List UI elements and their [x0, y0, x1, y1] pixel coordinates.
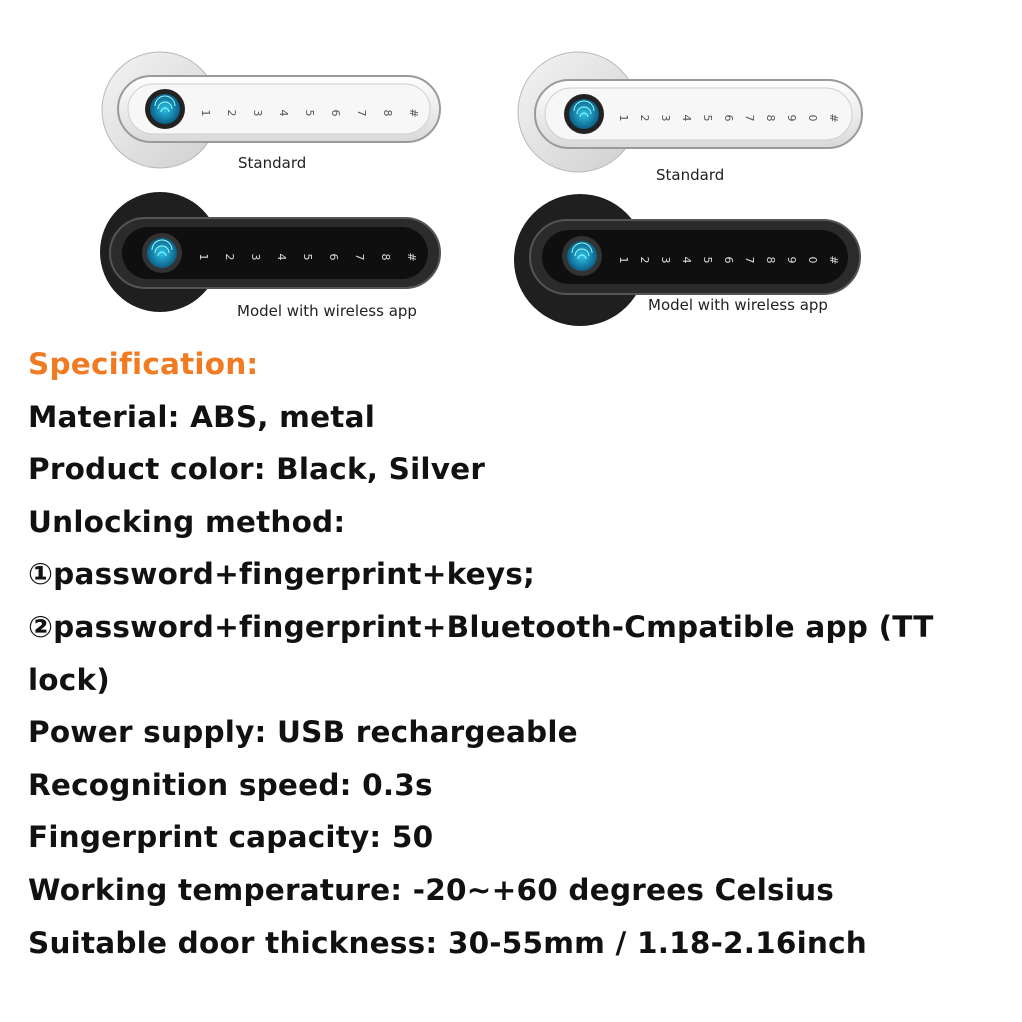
caption-black-standard: Model with wireless app: [237, 302, 417, 320]
spec-door-thickness: Suitable door thickness: 30-55mm / 1.18-2.16inch: [28, 925, 868, 960]
keypad-key: 7: [743, 114, 756, 122]
keypad-key: 2: [223, 253, 236, 261]
keypad-key: 6: [722, 256, 735, 264]
keypad-key: #: [827, 255, 840, 265]
keypad-key: 4: [277, 109, 290, 117]
keypad-key: 7: [743, 256, 756, 264]
keypad-key: 6: [329, 109, 342, 117]
keypad-key: 3: [659, 114, 672, 122]
lock-black-standard: [100, 192, 440, 312]
keypad-key: 3: [659, 256, 672, 264]
keypad-key: 6: [722, 114, 735, 122]
keypad-key: 2: [638, 256, 651, 264]
spec-material: Material: ABS, metal: [28, 399, 376, 434]
keypad-key: 7: [355, 109, 368, 117]
spec-working-temperature: Working temperature: -20~+60 degrees Celsius: [28, 872, 835, 907]
keypad-key: 1: [199, 109, 212, 117]
keypad-black-standard: [197, 252, 418, 261]
keypad-key: #: [827, 113, 840, 123]
keypad-key: 7: [353, 253, 366, 261]
spec-unlock-option-1: ①password+fingerprint+keys;: [28, 557, 536, 592]
keypad-silver-standard: [199, 108, 420, 117]
keypad-key: 5: [301, 253, 314, 261]
keypad-key: 8: [381, 109, 394, 117]
keypad-key: 9: [785, 256, 798, 264]
keypad-key: 2: [638, 114, 651, 122]
spec-unlock-option-2: ②password+fingerprint+Bluetooth-Cmpatible app (TT: [28, 609, 934, 644]
spec-unlock-option-2-cont: lock): [28, 662, 110, 697]
keypad-key: 1: [197, 253, 210, 261]
keypad-key: #: [405, 252, 418, 262]
caption-black-custom: Model with wireless app: [648, 296, 828, 314]
spec-power-supply: Power supply: USB rechargeable: [28, 715, 578, 750]
keypad-key: #: [407, 108, 420, 118]
keypad-key: 4: [680, 256, 693, 264]
specification-section: [28, 338, 998, 969]
keypad-key: 8: [764, 256, 777, 264]
product-photo-locks: [90, 40, 890, 330]
keypad-key: 5: [701, 114, 714, 122]
keypad-key: 6: [327, 253, 340, 261]
keypad-key: 3: [249, 253, 262, 261]
keypad-key: 5: [701, 256, 714, 264]
keypad-silver-custom: [617, 113, 840, 122]
keypad-key: 8: [379, 253, 392, 261]
keypad-black-custom: [617, 255, 840, 264]
spec-unlocking-method: Unlocking method:: [28, 504, 346, 539]
keypad-key: 0: [806, 256, 819, 264]
spec-heading: Specification:: [28, 347, 259, 381]
caption-silver-standard: Standard: [238, 154, 307, 172]
keypad-key: 1: [617, 114, 630, 122]
lock-silver-custom: [518, 52, 862, 172]
spec-product-color: Product color: Black, Silver: [28, 452, 486, 487]
keypad-key: 9: [785, 114, 798, 122]
caption-silver-custom: Standard: [656, 166, 725, 184]
keypad-key: 4: [680, 114, 693, 122]
keypad-key: 3: [251, 109, 264, 117]
keypad-key: 2: [225, 109, 238, 117]
keypad-key: 4: [275, 253, 288, 261]
keypad-key: 0: [806, 114, 819, 122]
keypad-key: 8: [764, 114, 777, 122]
keypad-key: 5: [303, 109, 316, 117]
keypad-key: 1: [617, 256, 630, 264]
spec-recognition-speed: Recognition speed: 0.3s: [28, 767, 433, 802]
spec-fingerprint-capacity: Fingerprint capacity: 50: [28, 820, 434, 855]
